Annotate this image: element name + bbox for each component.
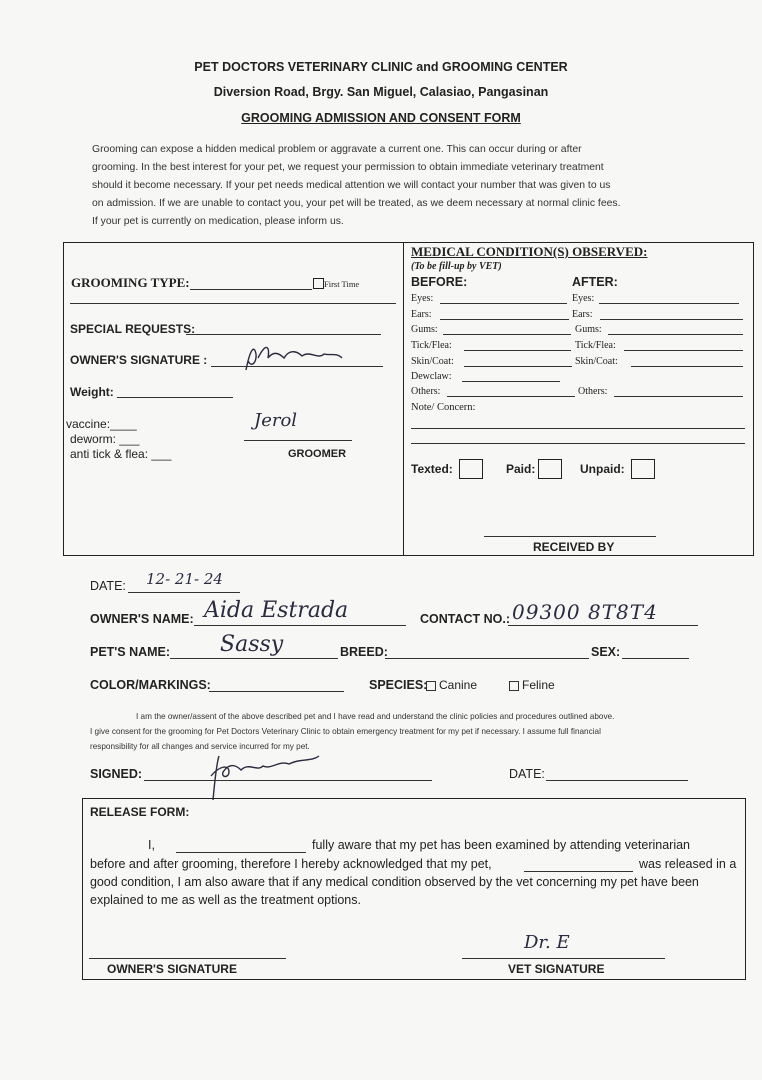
species-label: SPECIES:: [369, 678, 428, 692]
intro-line: on admission. If we are unable to contact you, your pet will be treated, as we deem necessary at normal clinic fees.: [92, 198, 621, 209]
pet-name-value: Sassy: [220, 632, 284, 657]
release-line-3: good condition, I am also aware that if any medical condition observed by the vet concerning my pet have been: [90, 875, 699, 889]
release-box: [82, 798, 746, 980]
before-gums-field[interactable]: [443, 334, 571, 335]
owner-name-field[interactable]: [194, 625, 406, 626]
unpaid-label: Unpaid:: [580, 462, 625, 476]
breed-label: BREED:: [340, 645, 388, 659]
date2-label: DATE:: [509, 767, 545, 781]
paid-label: Paid:: [506, 462, 536, 476]
after-tickflea-field[interactable]: [624, 350, 743, 351]
canine-label: Canine: [439, 678, 478, 692]
canine-checkbox[interactable]: [426, 681, 436, 691]
medical-title: MEDICAL CONDITION(S) OBSERVED:: [411, 244, 648, 259]
grooming-type-label: GROOMING TYPE:: [71, 275, 190, 290]
after-eyes: Eyes:: [572, 293, 595, 304]
contact-value: 09300 8T8T4: [512, 600, 658, 624]
note-field-1[interactable]: [411, 428, 745, 429]
before-gums: Gums:: [411, 324, 438, 335]
form-title: GROOMING ADMISSION AND CONSENT FORM: [241, 111, 521, 125]
first-time-checkbox[interactable]: [313, 278, 324, 289]
consent-line: I am the owner/assent of the above described pet and I have read and understand the clinic policies and procedures outlined above.: [136, 712, 615, 721]
weight-label: Weight:: [70, 385, 114, 399]
medical-subtitle: (To be fill-up by VET): [411, 261, 502, 272]
contact-label: CONTACT NO.:: [420, 612, 511, 626]
grooming-type-field[interactable]: [190, 289, 312, 290]
intro-line: grooming. In the best interest for your pet, we request your permission to obtain immediate veterinary treatment: [92, 162, 604, 173]
before-ears-field[interactable]: [440, 319, 569, 320]
date-field[interactable]: [128, 592, 240, 593]
before-ears: Ears:: [411, 309, 432, 320]
first-time-label: First Time: [324, 279, 360, 289]
before-skincoat-field[interactable]: [464, 366, 572, 367]
groomer-label: GROOMER: [288, 448, 347, 460]
release-pet-field[interactable]: [524, 871, 633, 872]
species-feline-option[interactable]: [509, 678, 555, 692]
before-dewclaw: Dewclaw:: [411, 371, 452, 382]
after-label: AFTER:: [572, 275, 618, 289]
consent-line: responsibility for all changes and service incurred for my pet.: [90, 742, 310, 751]
consent-text: [90, 709, 710, 754]
owner-signature-scribble: [240, 340, 350, 374]
release-line1-b: fully aware that my pet has been examined by attending veterinarian: [312, 838, 691, 852]
release-line2-a: before and after grooming, therefore I hereby acknowledged that my pet,: [90, 857, 492, 871]
box-divider: [403, 242, 404, 555]
texted-checkbox[interactable]: [459, 459, 483, 479]
pet-name-label: PET'S NAME:: [90, 645, 171, 659]
date2-field[interactable]: [546, 780, 688, 781]
owner-signature-release-label: OWNER'S SIGNATURE: [107, 962, 237, 976]
groomer-handwritten: Jerol: [254, 410, 298, 431]
after-eyes-field[interactable]: [599, 303, 739, 304]
owner-name-label: OWNER'S NAME:: [90, 612, 194, 626]
intro-paragraph: [92, 141, 702, 231]
clinic-address: Diversion Road, Brgy. San Miguel, Calasiao, Pangasinan: [213, 85, 549, 99]
groomer-field[interactable]: [244, 440, 352, 441]
release-line-4: explained to me as well as the treatment options.: [90, 893, 361, 907]
after-gums-field[interactable]: [608, 334, 743, 335]
received-by-field[interactable]: [484, 536, 656, 537]
color-markings-field[interactable]: [209, 691, 344, 692]
special-requests-field[interactable]: [186, 334, 381, 335]
unpaid-checkbox[interactable]: [631, 459, 655, 479]
vet-handwritten: Dr. E: [524, 932, 570, 953]
before-dewclaw-field[interactable]: [462, 381, 560, 382]
owner-name-value: Aida Estrada: [204, 598, 349, 623]
owner-signature-release-field[interactable]: [89, 958, 286, 959]
release-name-field[interactable]: [176, 852, 306, 853]
color-markings-label: COLOR/MARKINGS:: [90, 678, 211, 692]
consent-line: I give consent for the grooming for Pet Doctors Veterinary Clinic to obtain emergency treatment for my pet if necessary. I assume full financial: [90, 727, 601, 736]
release-line2-b: was released in a: [639, 857, 737, 871]
before-eyes-field[interactable]: [440, 303, 567, 304]
signed-scribble: [205, 748, 325, 803]
special-requests-label: SPECIAL REQUESTS:: [70, 322, 196, 336]
antitick-label: anti tick & flea: ___: [70, 447, 172, 461]
note-label: Note/ Concern:: [411, 402, 476, 413]
before-tickflea: Tick/Flea:: [411, 340, 452, 351]
breed-field[interactable]: [385, 658, 589, 659]
before-others-field[interactable]: [447, 396, 575, 397]
before-eyes: Eyes:: [411, 293, 434, 304]
after-others: Others:: [578, 386, 608, 397]
clinic-name: PET DOCTORS VETERINARY CLINIC and GROOMING CENTER: [194, 60, 568, 74]
texted-label: Texted:: [411, 462, 453, 476]
after-others-field[interactable]: [614, 396, 743, 397]
grooming-type-line2[interactable]: [70, 303, 396, 304]
species-canine-option[interactable]: [426, 678, 477, 692]
note-field-2[interactable]: [411, 443, 745, 444]
after-skincoat: Skin/Coat:: [575, 356, 618, 367]
after-ears-field[interactable]: [600, 319, 743, 320]
vet-signature-label: VET SIGNATURE: [508, 962, 605, 976]
intro-line: Grooming can expose a hidden medical problem or aggravate a current one. This can occur during or after: [92, 144, 582, 155]
before-others: Others:: [411, 386, 441, 397]
date-label: DATE:: [90, 579, 126, 593]
intro-line: If your pet is currently on medication, please inform us.: [92, 216, 344, 227]
after-gums: Gums:: [575, 324, 602, 335]
weight-field[interactable]: [117, 397, 233, 398]
owner-signature-label: OWNER'S SIGNATURE :: [70, 353, 208, 367]
release-line1-a: I,: [148, 838, 155, 852]
release-line-1: [148, 838, 155, 852]
sex-field[interactable]: [622, 658, 689, 659]
sex-label: SEX:: [591, 645, 621, 659]
after-ears: Ears:: [572, 309, 593, 320]
received-by-label: RECEIVED BY: [533, 540, 615, 554]
after-tickflea: Tick/Flea:: [575, 340, 616, 351]
before-skincoat: Skin/Coat:: [411, 356, 454, 367]
feline-checkbox[interactable]: [509, 681, 519, 691]
signed-label: SIGNED:: [90, 767, 143, 781]
date-value: 12- 21- 24: [146, 570, 223, 588]
before-label: BEFORE:: [411, 275, 468, 289]
vaccine-label: vaccine:____: [66, 417, 137, 431]
deworm-label: deworm: ___: [70, 432, 140, 446]
after-skincoat-field[interactable]: [631, 366, 743, 367]
release-title: RELEASE FORM:: [90, 805, 190, 819]
contact-field[interactable]: [508, 625, 698, 626]
feline-label: Feline: [522, 678, 555, 692]
intro-line: should it become necessary. If your pet needs medical attention we will contact your number that was given to us: [92, 180, 611, 191]
before-tickflea-field[interactable]: [464, 350, 571, 351]
pet-name-field[interactable]: [170, 658, 338, 659]
vet-signature-field[interactable]: [462, 958, 665, 959]
paid-checkbox[interactable]: [538, 459, 562, 479]
